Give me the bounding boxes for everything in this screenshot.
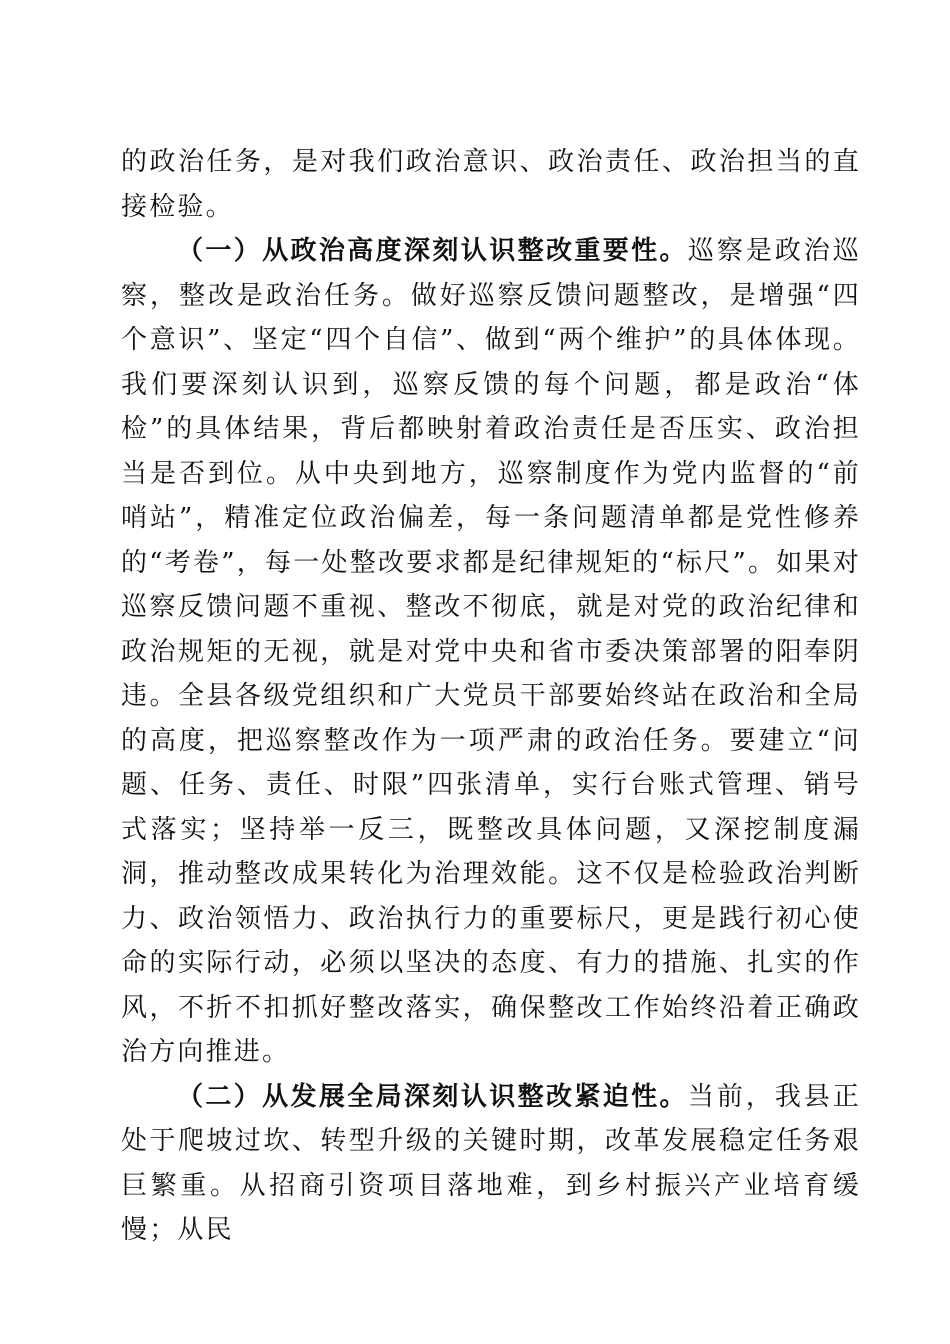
document-body: [121, 140, 861, 1253]
paragraph-text: 的政治任务，是对我们政治意识、政治责任、政治担当的直接检验。: [121, 147, 861, 222]
section-heading-1: （一）从政治高度深刻认识整改重要性。: [177, 236, 688, 266]
paragraph-text: 巡察是政治巡察，整改是政治任务。做好巡察反馈问题整改，是增强“四个意识”、坚定“四个自信”、做到“两个维护”的具体体现。我们要深刻认识到，巡察反馈的每个问题，都是政治“体检”的具体结果，背后都映射着政治责任是否压实、政治担当是否到位。从中央到地方，巡察制度作为党内监督的“前哨站”，精准定位政治偏差，每一条问题清单都是党性修养的“考卷”，每一处整改要求都是纪律规矩的“标尺”。如果对巡察反馈问题不重视、整改不彻底，就是对党的政治纪律和政治规矩的无视，就是对党中央和省市委决策部署的阳奉阴违。全县各级党组织和广大党员干部要始终站在政治和全局的高度，把巡察整改作为一项严肃的政治任务。要建立“问题、任务、责任、时限”四张清单，实行台账式管理、销号式落实；坚持举一反三，既整改具体问题，又深挖制度漏洞，推动整改成果转化为治理效能。这不仅是检验政治判断力、政治领悟力、政治执行力的重要标尺，更是践行初心使命的实际行动，必须以坚决的态度、有力的措施、扎实的作风，不折不扣抓好整改落实，确保整改工作始终沿着正确政治方向推进。: [121, 236, 861, 1067]
paragraph-text: 当前，我县正处于爬坡过坎、转型升级的关键时期，改革发展稳定任务艰巨繁重。从招商引资项目落地难，到乡村振兴产业培育缓慢；从民: [121, 1081, 861, 1245]
paragraph-section-1: [121, 229, 861, 1075]
paragraph-section-2: [121, 1075, 861, 1253]
paragraph-continued: [121, 140, 861, 229]
section-heading-2: （二）从发展全局深刻认识整改紧迫性。: [177, 1081, 688, 1112]
